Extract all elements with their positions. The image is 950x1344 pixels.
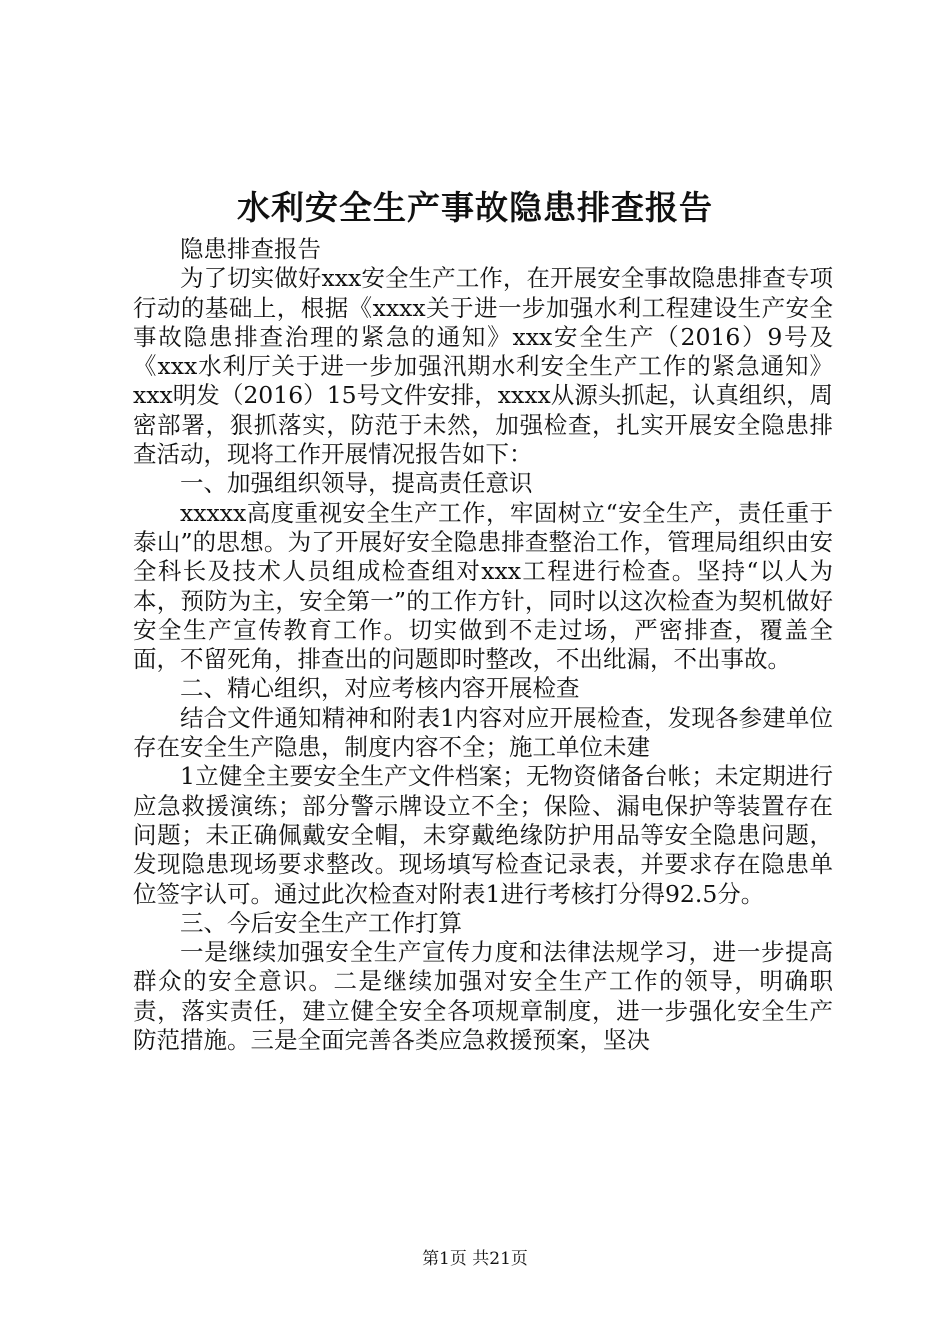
paragraph-section-1: xxxxx高度重视安全生产工作，牢固树立“安全生产，责任重于泰山”的思想。为了开展好安全隐患排查整治工作，管理局组织由安全科长及技术人员组成检查组对xxx工程进行检查。坚持“以人为本，预防为主，安全第一”的工作方针，同时以这次检查为契机做好安全生产宣传教育工作。切实做到不走过场，严密排查，覆盖全面，不留死角，排查出的问题即时整改，不出纰漏，不出事故。 (133, 498, 833, 674)
page-number-footer: 第1页 共21页 (422, 1249, 528, 1269)
paragraph-section-3: 一是继续加强安全生产宣传力度和法律法规学习，进一步提高群众的安全意识。二是继续加强对安全生产工作的领导，明确职责，落实责任，建立健全安全各项规章制度，进一步强化安全生产防范措施。三是全面完善各类应急救援预案，坚决 (133, 938, 833, 1055)
document-body (133, 235, 833, 1055)
document-title: 水利安全生产事故隐患排查报告 (237, 188, 713, 227)
paragraph-subtitle: 隐患排查报告 (180, 235, 321, 263)
paragraph-intro: 为了切实做好xxx安全生产工作，在开展安全事故隐患排查专项行动的基础上，根据《xxxx关于进一步加强水利工程建设生产安全事故隐患排查治理的紧急的通知》xxx安全生产（2016）9号及《xxx水利厅关于进一步加强汛期水利安全生产工作的紧急通知》xxx明发（2016）15号文件安排，xxxx从源头抓起，认真组织，周密部署，狠抓落实，防范于未然，加强检查，扎实开展安全隐患排查活动，现将工作开展情况报告如下： (133, 264, 833, 469)
section-heading-1: 一、加强组织领导，提高责任意识 (180, 469, 533, 498)
paragraph-section-2a: 结合文件通知精神和附表1内容对应开展检查，发现各参建单位存在安全生产隐患，制度内容不全；施工单位未建 (133, 703, 833, 762)
section-heading-3: 三、今后安全生产工作打算 (180, 908, 462, 937)
section-heading-2: 二、精心组织，对应考核内容开展检查 (180, 674, 580, 703)
paragraph-section-2b: 1立健全主要安全生产文件档案；无物资储备台帐；未定期进行应急救援演练；部分警示牌设立不全；保险、漏电保护等装置存在问题；未正确佩戴安全帽，未穿戴绝缘防护用品等安全隐患问题，发现隐患现场要求整改。现场填写检查记录表，并要求存在隐患单位签字认可。通过此次检查对附表1进行考核打分得92.5分。 (133, 762, 833, 908)
